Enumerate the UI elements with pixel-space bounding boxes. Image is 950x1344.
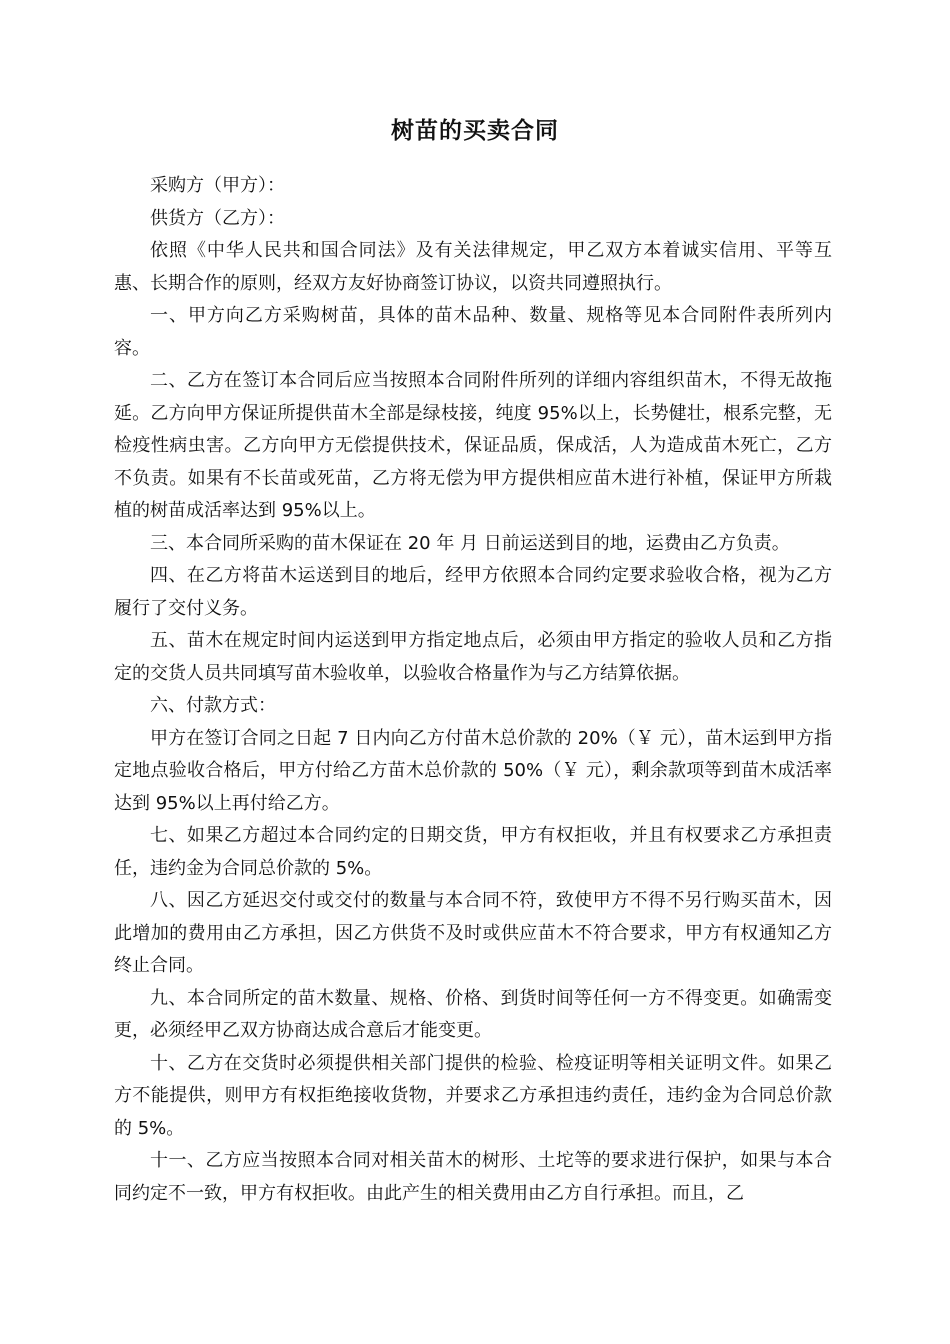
clause-9: 九、本合同所定的苗木数量、规格、价格、到货时间等任何一方不得变更。如确需变更，必须经甲乙双方协商达成合意后才能变更。 xyxy=(114,987,832,1041)
clause-2: 二、乙方在签订本合同后应当按照本合同附件所列的详细内容组织苗木，不得无故拖延。乙方向甲方保证所提供苗木全部是绿枝接，纯度 95%以上，长势健壮，根系完整，无检疫性病虫害。乙方向甲方无偿提供技术，保证品质，保成活，人为造成苗木死亡，乙方不负责。如果有不长苗或死苗，乙方将无偿为甲方提供相应苗木进行补植，保证甲方所栽植的树苗成活率达到 95%以上。 xyxy=(114,370,832,521)
clause-10: 十、乙方在交货时必须提供相关部门提供的检验、检疫证明等相关证明文件。如果乙方不能提供，则甲方有权拒绝接收货物，并要求乙方承担违约责任，违约金为合同总价款的 5%。 xyxy=(114,1052,832,1139)
document-body xyxy=(114,170,832,1210)
clause-11: 十一、乙方应当按照本合同对相关苗木的树形、土坨等的要求进行保护，如果与本合同约定不一致，甲方有权拒收。由此产生的相关费用由乙方自行承担。而且，乙 xyxy=(114,1150,832,1204)
clause-4: 四、在乙方将苗木运送到目的地后，经甲方依照本合同约定要求验收合格，视为乙方履行了交付义务。 xyxy=(114,565,832,619)
clause-6-heading: 六、付款方式： xyxy=(150,695,276,716)
supplier-line: 供货方（乙方）： xyxy=(150,207,285,229)
clause-6-payment: 甲方在签订合同之日起 7 日内向乙方付苗木总价款的 20%（￥ 元），苗木运到甲方指定地点验收合格后，甲方付给乙方苗木总价款的 50%（￥ 元），剩余款项等到苗木成活率达到 95%以上再付给乙方。 xyxy=(114,727,832,814)
clause-1: 一、甲方向乙方采购树苗，具体的苗木品种、数量、规格等见本合同附件表所列内容。 xyxy=(114,305,832,359)
preamble-paragraph: 依照《中华人民共和国合同法》及有关法律规定，甲乙双方本着诚实信用、平等互惠、长期合作的原则，经双方友好协商签订协议，以资共同遵照执行。 xyxy=(114,240,832,294)
buyer-line: 采购方（甲方）： xyxy=(150,175,285,196)
clause-5: 五、苗木在规定时间内运送到甲方指定地点后，必须由甲方指定的验收人员和乙方指定的交货人员共同填写苗木验收单，以验收合格量作为与乙方结算依据。 xyxy=(114,630,832,684)
clause-7: 七、如果乙方超过本合同约定的日期交货，甲方有权拒收，并且有权要求乙方承担责任，违约金为合同总价款的 5%。 xyxy=(114,825,832,879)
clause-8: 八、因乙方延迟交付或交付的数量与本合同不符，致使甲方不得不另行购买苗木，因此增加的费用由乙方承担，因乙方供货不及时或供应苗木不符合要求，甲方有权通知乙方终止合同。 xyxy=(114,890,832,976)
clause-3: 三、本合同所采购的苗木保证在 20 年 月 日前运送到目的地，运费由乙方负责。 xyxy=(150,532,790,554)
document-title: 树苗的买卖合同 xyxy=(391,118,559,144)
